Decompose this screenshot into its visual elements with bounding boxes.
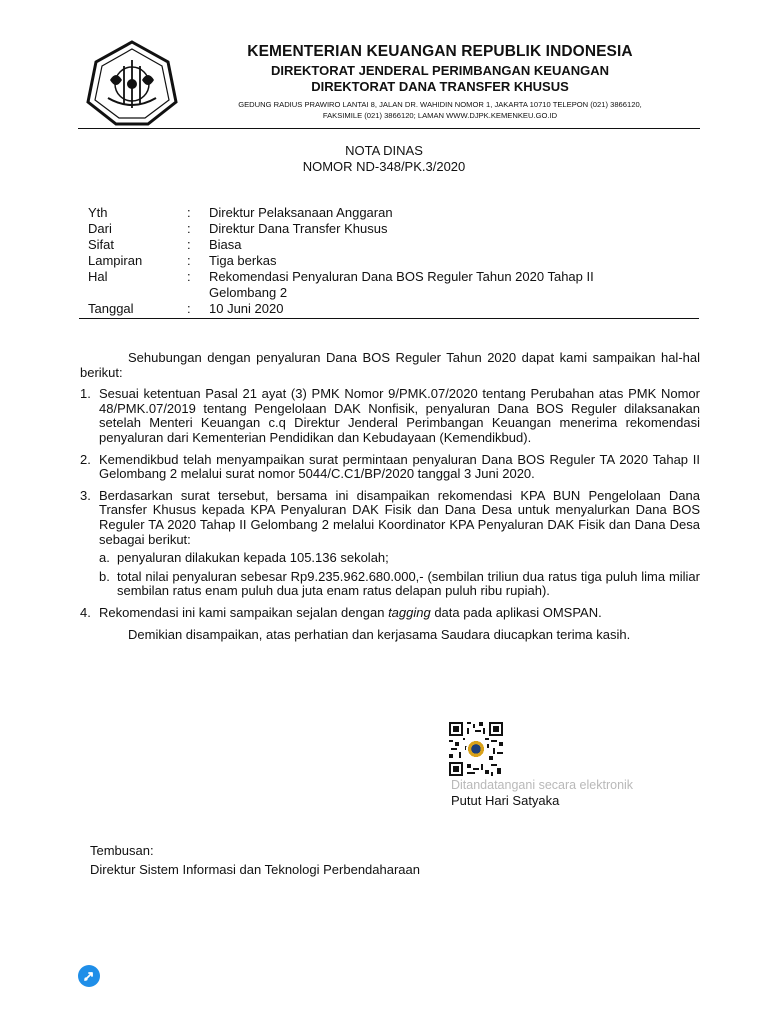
field-label: Yth (88, 205, 108, 220)
letterhead (180, 42, 700, 121)
share-icon (78, 965, 100, 987)
list-text: Berdasarkan surat tersebut, bersama ini disampaikan rekomendasi KPA BUN Pengelolaan Dana Transfer Khusus kepada KPA Penyaluran DAK Fisik dan Dana Desa untuk menyalurkan Dana BOS Reguler TA 2020 Tahap II Gelombang 2 melalui Koordinator KPA Penyaluran DAK Fisik dan Dana Desa sebagai berikut: (99, 487, 700, 547)
field-row-lampiran (88, 253, 698, 269)
list-number: 4. (80, 604, 91, 620)
italic-term: tagging (388, 604, 431, 620)
field-value: Biasa (209, 237, 242, 252)
document-title: NOTA DINAS (345, 143, 423, 158)
field-value: Rekomendasi Penyaluran Dana BOS Reguler Tahun 2020 Tahap II Gelombang 2 (209, 269, 594, 300)
memo-body (80, 351, 700, 642)
field-value: Direktur Dana Transfer Khusus (209, 221, 388, 236)
field-colon: : (187, 221, 191, 236)
field-row-sifat (88, 237, 698, 253)
list-item (80, 387, 700, 445)
sub-list-item (99, 551, 700, 566)
list-text-after: data pada aplikasi OMSPAN. (430, 604, 602, 620)
document-number: NOMOR ND-348/PK.3/2020 (302, 159, 466, 174)
electronic-signature-note: Ditandatangani secara elektronik (451, 778, 634, 792)
address-line-2: FAKSIMILE (021) 3866120; LAMAN WWW.DJPK.KEMENKEU.GO.ID (322, 111, 558, 120)
list-item (80, 489, 700, 599)
letterhead-divider (78, 128, 700, 129)
field-label: Lampiran (88, 253, 143, 268)
sub-list-text: penyaluran dilakukan kepada 105.136 sekolah; (117, 550, 389, 566)
field-colon: : (187, 300, 191, 316)
list-text: Sesuai ketentuan Pasal 21 ayat (3) PMK Nomor 9/PMK.07/2020 tentang Perubahan atas PMK Nomor 48/PMK.07/2019 tentang Pengelolaan DAK Nonfisik, penyaluran Dana BOS Reguler dilaksanakan setelah Menteri Keuangan c.q Direktur Jenderal Perimbangan Keuangan menerima rekomendasi penyaluran dari Kementerian Pendidikan dan Kebudayaan (Kemendikbud). (99, 386, 700, 445)
ministry-emblem-icon (86, 40, 178, 126)
list-item (80, 606, 700, 621)
address-line-1: GEDUNG RADIUS PRAWIRO LANTAI 8, JALAN DR. WAHIDIN NOMOR 1, JAKARTA 10710 TELEPON (021) 3866120, (238, 100, 642, 109)
field-colon: : (187, 205, 191, 220)
field-row-yth (88, 205, 698, 221)
list-text-container (99, 489, 700, 599)
field-colon: : (187, 253, 191, 268)
sub-list-item (99, 570, 700, 599)
field-value: Direktur Pelaksanaan Anggaran (209, 205, 393, 220)
directorate-name: DIREKTORAT DANA TRANSFER KHUSUS (311, 79, 569, 94)
qr-code-icon (449, 722, 503, 776)
ministry-name: KEMENTERIAN KEUANGAN REPUBLIK INDONESIA (247, 43, 633, 60)
list-text: Kemendikbud telah menyampaikan surat permintaan penyaluran Dana BOS Reguler TA 2020 Tahap II Gelombang 2 melalui surat nomor 5044/C.C1/BP/2020 tanggal 3 Juni 2020. (99, 451, 700, 482)
closing-paragraph: Demikian disampaikan, atas perhatian dan kerjasama Saudara diucapkan terima kasih. (128, 626, 631, 642)
list-text (99, 606, 700, 621)
field-label: Tanggal (88, 300, 134, 316)
field-row-dari (88, 221, 698, 237)
field-colon: : (187, 269, 191, 284)
cc-recipient: Direktur Sistem Informasi dan Teknologi Perbendaharaan (90, 862, 420, 877)
field-label: Sifat (88, 237, 115, 252)
field-colon: : (187, 237, 191, 252)
directorate-general-name: DIREKTORAT JENDERAL PERIMBANGAN KEUANGAN (270, 63, 610, 78)
header-divider (79, 318, 699, 319)
list-number: 1. (80, 386, 91, 402)
floating-action-button[interactable] (78, 965, 100, 987)
sub-list-text: total nilai penyaluran sebesar Rp9.235.962.680.000,- (sembilan triliun dua ratus tiga puluh lima miliar sembilan ratus enam puluh dua juta enam ratus delapan puluh ribu rupiah). (117, 568, 700, 599)
field-row-tanggal (88, 301, 698, 317)
sub-list-letter: b. (99, 568, 110, 584)
intro-paragraph: Sehubungan dengan penyaluran Dana BOS Reguler Tahun 2020 dapat kami sampaikan hal-hal berikut: (80, 350, 700, 380)
field-row-hal (88, 269, 698, 300)
list-item (80, 453, 700, 482)
list-number: 3. (80, 487, 91, 503)
field-label: Hal (88, 269, 108, 284)
field-label: Dari (88, 221, 112, 236)
field-value: Tiga berkas (209, 253, 277, 268)
signer-name: Putut Hari Satyaka (451, 793, 560, 808)
sub-list-letter: a. (99, 550, 110, 566)
field-value: 10 Juni 2020 (209, 300, 284, 316)
list-text-before: Rekomendasi ini kami sampaikan sejalan dengan (99, 604, 389, 620)
memo-header-fields (88, 205, 698, 317)
list-number: 2. (80, 451, 91, 467)
cc-label: Tembusan: (90, 843, 154, 858)
